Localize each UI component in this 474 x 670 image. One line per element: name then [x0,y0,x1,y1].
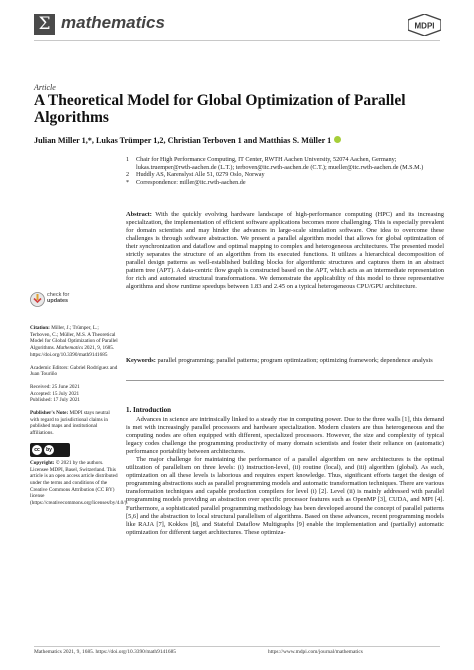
copyright-label: Copyright: [30,459,55,466]
introduction-body [126,416,444,537]
journal-name[interactable]: mathematics [61,13,165,32]
keywords-divider [126,380,444,381]
check-updates-line1: check for [47,292,70,298]
received-date: Received: 25 June 2021 [30,383,80,390]
keywords-label: Keywords: [126,357,156,364]
mdpi-logo[interactable] [408,14,441,36]
abstract-text: With the quickly evolving hardware landscape of high-performance computing (HPC) and its increasing specialization, the implementation of efficient software applications becomes more challenging. This is especially prevalent for domain scientists and may hinder the advances in large-scale simulation software. One idea to overcome these challenges is through software abstraction. We present a parallel algorithm model that allows for global optimization of their synchronization and dataflow and optimal mapping to complex and heterogeneous architectures. The presented model strictly separates the structure of an algorithm from its executed functions. It utilizes a hierarchical decomposition of parallel design patterns as well-established building blocks for algorithmic structures and captures them in an abstract pattern tree (APT). A data-centric flow graph is constructed based on the APT, which acts as an intermediate representation for rich and automated structural transformations. We demonstrate the applicability of this model to three representative algorithms and show runtime speedups between 1.83 and 2.45 on a typical heterogeneous CPU/GPU architecture. [126,211,444,291]
publisher-note-label: Publisher's Note: [30,410,69,417]
paragraph: Advances in science are intrinsically linked to a steady rise in computing power. Due to the three walls [1], this demand is met with increasingly parallel processors and hardware specialization. Modern clusters are thus heterogeneous and the computing nodes are often equipped with different, specialized processors. However, the size and complexity of typical legacy codes challenge the programming productivity of many domain scientists and foster their reliance on (automatic) performance portability between architectures. [126,416,444,456]
article-title: A Theoretical Model for Global Optimization of Parallel Algorithms [34,92,406,126]
check-for-updates-button[interactable] [30,291,106,313]
academic-editors: Academic Editors: Gabriel Rodríguez and Juan Touriño [30,364,118,378]
affiliation-item [126,156,446,171]
publisher-note-text: MDPI stays neutral with regard to jurisdictional claims in published maps and institutional affiliations. [30,410,110,437]
affiliation-number: 2 [126,171,130,179]
check-updates-label [47,292,69,304]
copyright-block [30,459,128,507]
citation-doi[interactable]: 2021, 9, 1685. https://doi.org/10.3390/math9141685 [30,345,115,358]
by-icon: by [44,445,54,455]
affiliation-text: Chair for High Performance Computing, IT Center, RWTH Aachen University, 52074 Aachen, Germany; lukas.truemper@rwth-aachen.de (L.T.); terboven@itc.rwth-aachen.de (C.T.); mueller@itc.rwth-aachen.de (M.S.M.) [136,156,424,171]
copyright-text: © 2021 by the authors. Licensee MDPI, Basel, Switzerland. This article is an open access article distributed under the terms and conditions of the Creative Commons Attribution (CC BY) license (https://creativecommons.org/licenses/by/4.0/). [30,459,128,507]
affiliations [126,156,446,186]
paragraph: The major challenge for maintaining the performance of a parallel algorithm on new architectures is the optimal utilization of parallelism on three levels: (i) instruction-level, (ii) routine (local), and (iii) algorithm (global). As such, optimization on all these levels is laborious and requires expert knowledge. Thus, significant efforts target the design of programming abstractions such as parallel programming models and automatic transformation techniques. There are various transformation techniques and capable production compilers for level (i) [2]. Level (ii) is mainly addressed with parallel programming models providing an abstraction over specific processor features such as OpenMP [3], CUDA, and MPI [4]. Furthermore, a sophisticated parallel programming methodology has been developed around the concept of parallel patterns [5,6] and the abstraction to local structural parallelism of algorithms. Based on these advances, recent programming models like RAJA [7], Kokkos [8], and Stateful Dataflow Multigraphs [9] enable the implementation and (partially) automatic optimization for different target architectures. These optimiza- [126,456,444,536]
article-type: Article [34,83,56,92]
abstract [126,211,444,291]
footer-divider [34,646,440,647]
author-list [34,136,444,145]
affiliation-text: Huddly AS, Karenslyst Alle 51, 0279 Oslo, Norway [136,171,265,179]
publisher-note [30,410,120,437]
keywords-text: parallel programming; parallel patterns; program optimization; optimizing framework; dependence analysis [157,357,433,364]
citation-label: Citation: [30,325,50,331]
journal-logo: Σ [34,14,55,35]
citation-journal: Mathematics [56,345,84,352]
abstract-label: Abstract: [126,211,152,218]
authors-text: Julian Miller 1,*, Lukas Trümper 1,2, Christian Terboven 1 and Matthias S. Müller 1 [34,136,332,145]
check-updates-icon [30,291,45,308]
footer-citation[interactable]: Mathematics 2021, 9, 1685. https://doi.org/10.3390/math9141685 [34,649,176,655]
sidebar [30,325,128,513]
affiliation-item [126,179,446,187]
published-date: Published: 17 July 2021 [30,397,81,404]
citation-block [30,325,120,359]
cc-icon: cc [32,445,42,455]
affiliation-number: * [126,178,130,186]
mdpi-logo-text: MDPI [414,21,435,31]
correspondence-text: Correspondence: miller@itc.rwth-aachen.de [136,178,246,186]
citation-text: Miller, J.; Trümper, L.; Terboven, C.; Müller, M.S. A Theoretical Model for Global Optimization of Parallel Algorithms. [30,325,118,352]
affiliation-number: 1 [126,156,130,163]
affiliation-item [126,171,446,179]
header-divider [34,40,440,41]
cc-by-license-badge[interactable] [30,443,70,457]
keywords [126,357,444,365]
orcid-icon[interactable] [334,136,341,143]
section-heading: 1. Introduction [126,406,171,414]
accepted-date: Accepted: 15 July 2021 [30,390,80,397]
dates-block [30,384,120,404]
footer-journal-url[interactable]: https://www.mdpi.com/journal/mathematics [268,649,363,655]
check-updates-line2: updates [47,298,69,304]
